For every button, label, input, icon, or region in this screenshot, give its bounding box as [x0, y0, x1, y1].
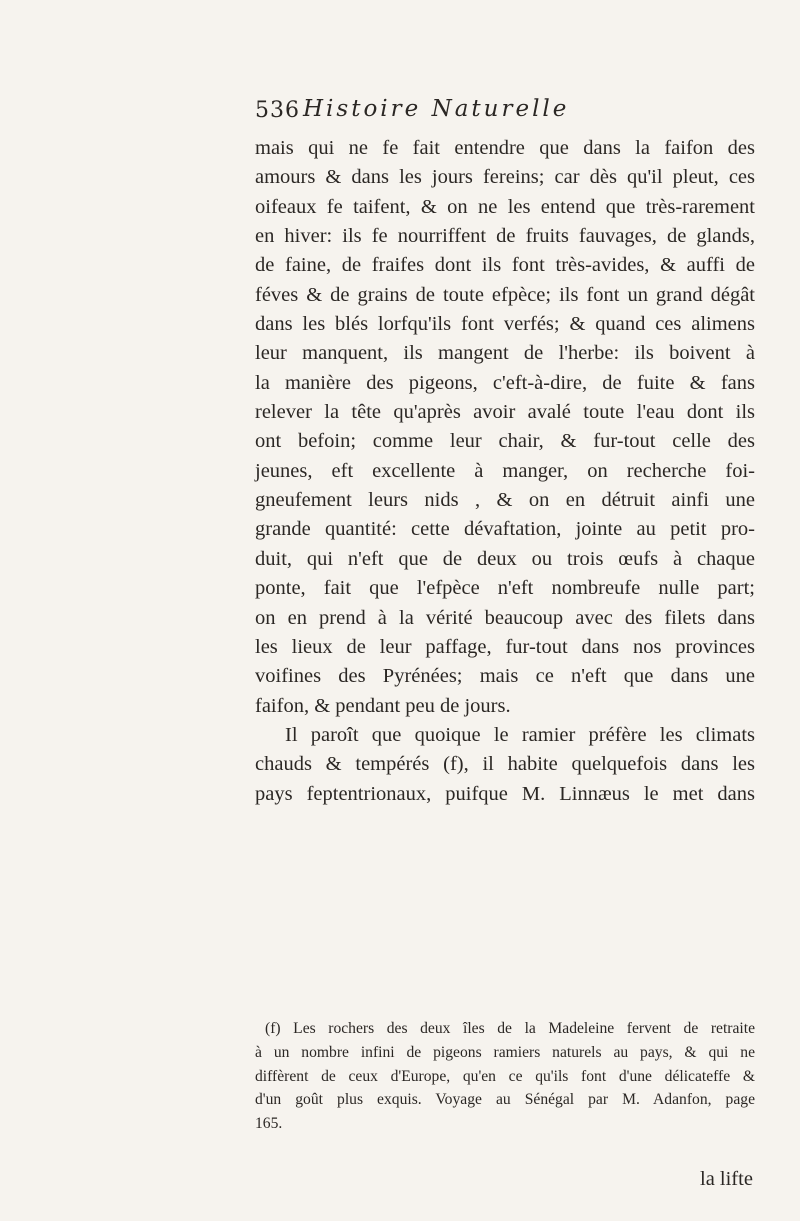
text-line: oifeaux fe taifent, & on ne les entend que très-rarement: [255, 195, 755, 218]
body-text: [255, 134, 755, 809]
text-line: pays feptentrionaux, puifque M. Linnæus le met dans: [255, 782, 755, 805]
text-line: les lieux de leur paffage, fur-tout dans nos provinces: [255, 635, 755, 658]
text-line: de faine, de fraifes dont ils font très-avides, & auffi de: [255, 254, 755, 277]
footnote-line: d'un goût plus exquis. Voyage au Sénégal par M. Adanfon, page: [255, 1091, 755, 1109]
text-line: relever la tête qu'après avoir avalé toute l'eau dont ils: [255, 401, 755, 424]
footnote-line: 165.: [255, 1115, 283, 1133]
text-line: en hiver: ils fe nourriffent de fruits fauvages, de glands,: [255, 225, 755, 248]
footnote-line: (f) Les rochers des deux îles de la Madeleine fervent de retraite: [265, 1020, 755, 1037]
text-line: duit, qui n'eft que de deux ou trois œufs à chaque: [255, 547, 755, 570]
text-line: leur manquent, ils mangent de l'herbe: ils boivent à: [255, 342, 755, 365]
footnote-line: à un nombre infini de pigeons ramiers naturels au pays, & qui ne: [255, 1043, 755, 1061]
footnote: [255, 1017, 755, 1136]
text-line: dans les blés lorfqu'ils font verfés; & quand ces alimens: [255, 313, 755, 336]
page-header: [255, 96, 755, 132]
text-line: voifines des Pyrénées; mais ce n'eft que dans une: [255, 665, 755, 688]
text-line: ponte, fait que l'efpèce n'eft nombreufe nulle part;: [255, 577, 755, 600]
text-line: chauds & tempérés (f), il habite quelquefois dans les: [255, 753, 755, 776]
running-title: Histoire Naturelle: [303, 96, 570, 122]
text-line: jeunes, eft excellente à manger, on recherche foi-: [255, 459, 755, 482]
text-line: la manière des pigeons, c'eft-à-dire, de fuite & fans: [255, 371, 755, 394]
text-line: amours & dans les jours fereins; car dès qu'il pleut, ces: [255, 166, 755, 189]
catchword: la lifte: [700, 1168, 753, 1190]
text-line: grande quantité: cette dévaftation, jointe au petit pro-: [255, 518, 755, 541]
text-line: faifon, & pendant peu de jours.: [255, 694, 511, 717]
text-line: gneufement leurs nids , & on en détruit ainfi une: [255, 489, 755, 512]
text-line: mais qui ne fe fait entendre que dans la faifon des: [255, 137, 755, 159]
text-line: Il paroît que quoique le ramier préfère les climats: [285, 723, 755, 746]
text-line: on en prend à la vérité beaucoup avec des filets dans: [255, 606, 755, 629]
text-line: féves & de grains de toute efpèce; ils font un grand dégât: [255, 283, 755, 306]
page-number: 536: [255, 98, 300, 123]
text-line: ont befoin; comme leur chair, & fur-tout celle des: [255, 430, 755, 453]
footnote-line: diffèrent de ceux d'Europe, qu'en ce qu'ils font d'une délicateffe &: [255, 1067, 755, 1085]
